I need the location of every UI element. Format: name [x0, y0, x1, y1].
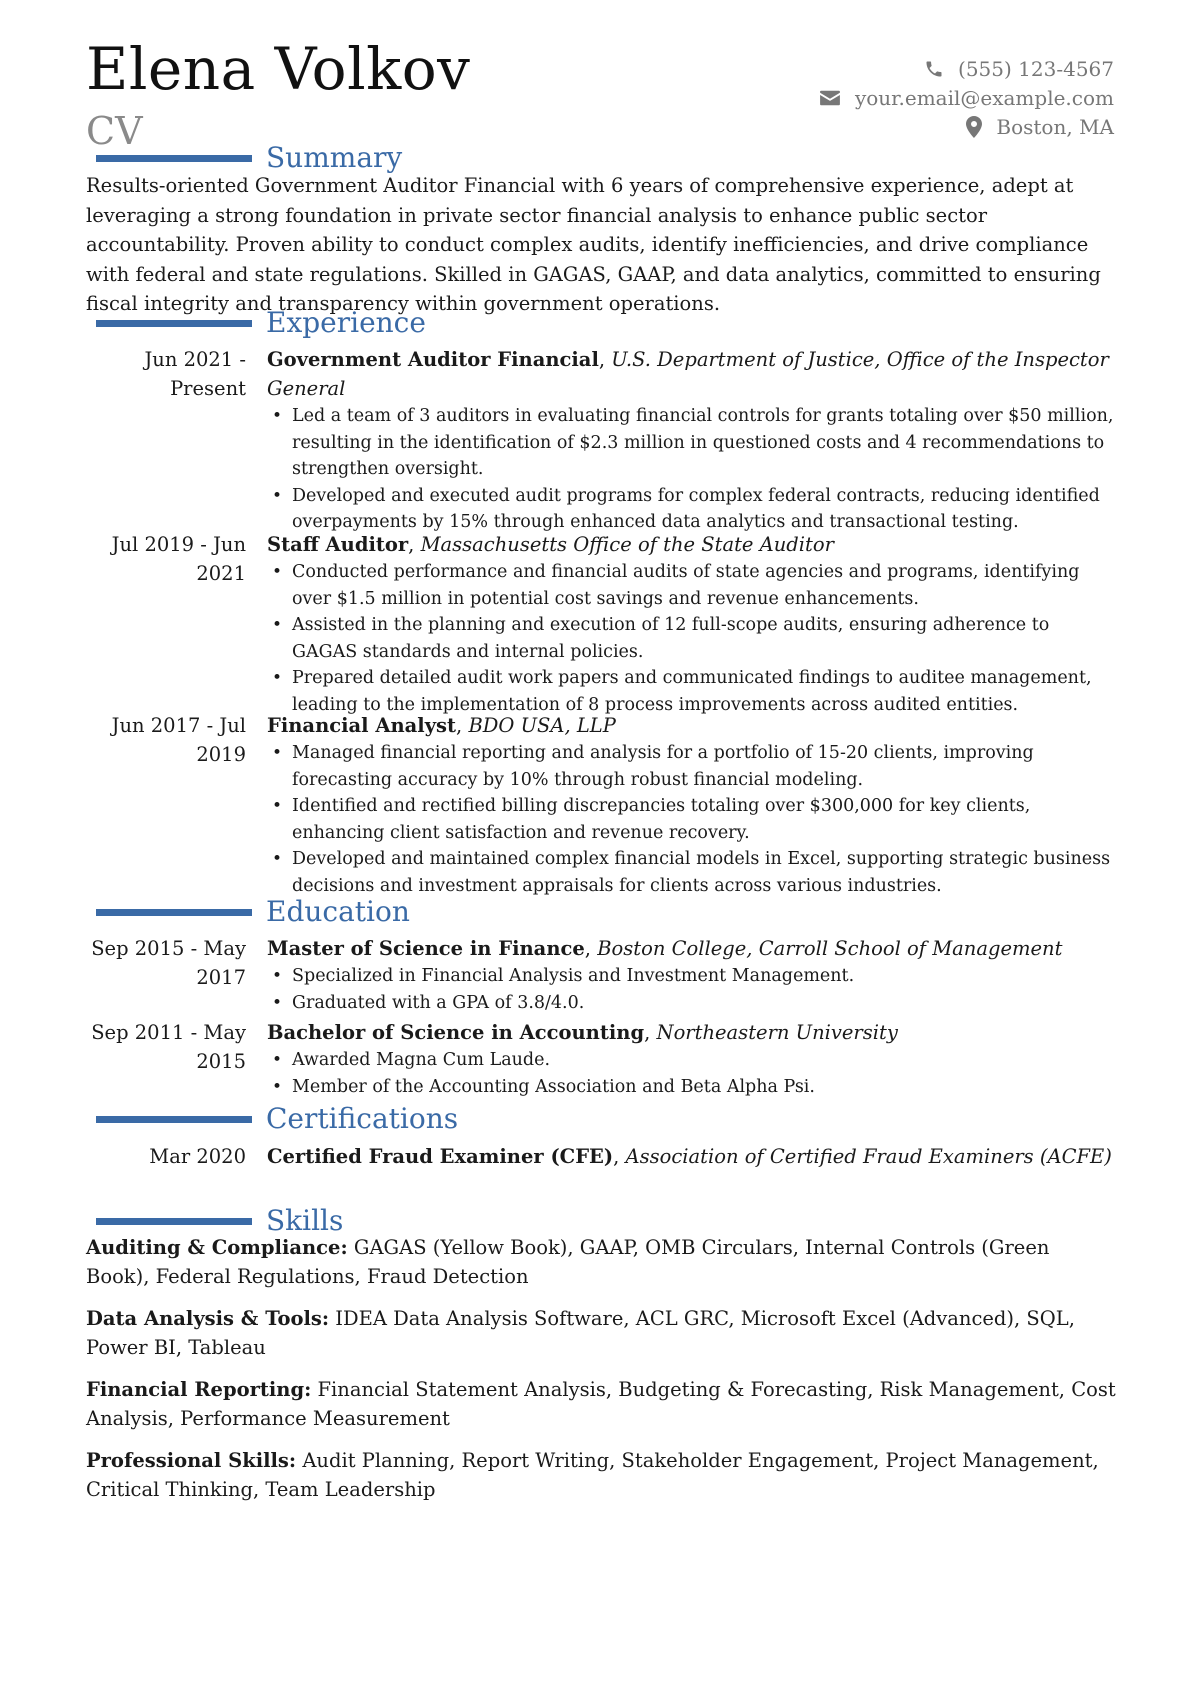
section-accent-bar — [96, 909, 252, 916]
skill-label: Financial Reporting: — [86, 1378, 312, 1401]
skill-label: Professional Skills: — [86, 1449, 297, 1472]
entry-org: U.S. Department of Justice, Office of the Inspector General — [267, 348, 1109, 400]
location-text: Boston, MA — [996, 114, 1114, 139]
entry-role: Master of Science in Finance — [267, 937, 585, 960]
resume-subtitle: CV — [86, 109, 143, 153]
resume-name: Elena Volkov — [86, 35, 471, 103]
map-pin-icon — [966, 116, 982, 138]
entry-date: Jul 2019 - Jun 2021 — [111, 533, 246, 585]
entry-role: Financial Analyst — [267, 714, 457, 737]
entry-role: Staff Auditor — [267, 533, 409, 556]
section-title: Experience — [266, 306, 426, 339]
skill-group — [86, 1375, 1116, 1433]
list-item: • Managed financial reporting and analysis for a portfolio of 15-20 clients, improving forecasting accuracy by 10% through robust financial modeling. — [267, 740, 1116, 793]
skill-text: Audit Planning, Report Writing, Stakeholder Engagement, Project Management, Critical Thinking, Team Leadership — [86, 1449, 1099, 1501]
entry-heading: Government Auditor Financial, U.S. Department of Justice, Office of the Inspector General — [267, 348, 1109, 400]
entry-heading: Staff Auditor, Massachusetts Office of the State Auditor — [267, 533, 834, 556]
section-summary-heading — [96, 141, 403, 174]
list-item: • Graduated with a GPA of 3.8/4.0. — [267, 990, 1116, 1017]
entry-bullets — [267, 1047, 1116, 1100]
skill-group — [86, 1233, 1116, 1291]
entry-org: Northeastern University — [656, 1021, 898, 1044]
entry-bullets — [267, 963, 1116, 1016]
entry-date: Sep 2011 - May 2015 — [91, 1021, 246, 1073]
skill-text: IDEA Data Analysis Software, ACL GRC, Microsoft Excel (Advanced), SQL, Power BI, Tableau — [86, 1307, 1075, 1359]
entry-date: Jun 2021 - Present — [144, 348, 246, 400]
entry-org: Massachusetts Office of the State Auditor — [420, 533, 834, 556]
list-item: • Developed and maintained complex financial models in Excel, supporting strategic business decisions and investment appraisals for clients across various industries. — [267, 846, 1116, 899]
entry-heading: Master of Science in Finance, Boston College, Carroll School of Management — [267, 937, 1063, 960]
skill-text: GAGAS (Yellow Book), GAAP, OMB Circulars, Internal Controls (Green Book), Federal Regulations, Fraud Detection — [86, 1236, 1050, 1288]
section-experience-heading — [96, 306, 426, 339]
entry-org: Boston College, Carroll School of Management — [597, 937, 1063, 960]
envelope-icon — [819, 89, 841, 107]
entry-org: BDO USA, LLP — [468, 714, 616, 737]
section-title: Summary — [266, 141, 403, 174]
list-item: • Prepared detailed audit work papers and communicated findings to auditee management, leading to the implementation of 8 process improvements across audited entities. — [267, 665, 1116, 718]
entry-bullets — [267, 740, 1116, 899]
list-item: • Identified and rectified billing discrepancies totaling over $300,000 for key clients, enhancing client satisfaction and revenue recovery. — [267, 793, 1116, 846]
section-accent-bar — [96, 1116, 252, 1123]
contact-block — [819, 54, 1114, 141]
skill-text: Financial Statement Analysis, Budgeting & Forecasting, Risk Management, Cost Analysis, Performance Measurement — [86, 1378, 1116, 1430]
entry-role: Government Auditor Financial — [267, 348, 599, 371]
list-item: • Conducted performance and financial audits of state agencies and programs, identifying over $1.5 million in potential cost savings and revenue enhancements. — [267, 559, 1116, 612]
email-text: your.email@example.com — [854, 85, 1114, 110]
entry-bullets — [267, 559, 1116, 718]
skill-label: Data Analysis & Tools: — [86, 1307, 330, 1330]
entry-heading: Bachelor of Science in Accounting, Northeastern University — [267, 1021, 898, 1044]
list-item: • Specialized in Financial Analysis and Investment Management. — [267, 963, 1116, 990]
contact-email[interactable] — [819, 83, 1114, 112]
entry-date: Jun 2017 - Jul 2019 — [111, 714, 246, 766]
skill-group — [86, 1304, 1116, 1362]
skill-group — [86, 1446, 1116, 1504]
section-accent-bar — [96, 155, 252, 162]
entry-date: Sep 2015 - May 2017 — [91, 937, 246, 989]
phone-text: (555) 123-4567 — [958, 56, 1114, 81]
contact-location — [819, 112, 1114, 141]
section-title: Education — [266, 895, 410, 928]
list-item: • Awarded Magna Cum Laude. — [267, 1047, 1116, 1074]
summary-text: Results-oriented Government Auditor Financial with 6 years of comprehensive experience, adept at leveraging a strong foundation in private sector financial analysis to enhance public sector accountability. Proven ability to conduct complex audits, identify inefficiencies, and drive compliance with federal and state regulations. Skilled in GAGAS, GAAP, and data analytics, committed to ensuring fiscal integrity and transparency within government operations. — [86, 174, 1101, 315]
phone-icon — [924, 59, 944, 79]
entry-heading: Financial Analyst, BDO USA, LLP — [267, 714, 616, 737]
section-title: Skills — [266, 1204, 344, 1237]
contact-phone[interactable] — [819, 54, 1114, 83]
list-item: • Member of the Accounting Association and Beta Alpha Psi. — [267, 1074, 1116, 1101]
list-item: • Developed and executed audit programs for complex federal contracts, reducing identified overpayments by 15% through enhanced data analytics and transactional testing. — [267, 483, 1116, 536]
section-certifications-heading — [96, 1102, 459, 1135]
section-skills-heading — [96, 1204, 344, 1237]
entry-heading: Certified Fraud Examiner (CFE), Association of Certified Fraud Examiners (ACFE) — [267, 1145, 1112, 1168]
section-education-heading — [96, 895, 410, 928]
entry-bullets — [267, 403, 1116, 536]
section-title: Certifications — [266, 1102, 459, 1135]
skill-label: Auditing & Compliance: — [86, 1236, 348, 1259]
list-item: • Assisted in the planning and execution of 12 full-scope audits, ensuring adherence to GAGAS standards and internal policies. — [267, 612, 1116, 665]
section-accent-bar — [96, 1218, 252, 1225]
entry-org: Association of Certified Fraud Examiners (ACFE) — [625, 1145, 1112, 1168]
section-accent-bar — [96, 320, 252, 327]
list-item: • Led a team of 3 auditors in evaluating financial controls for grants totaling over $50 million, resulting in the identification of $2.3 million in questioned costs and 4 recommendations to strengthen oversight. — [267, 403, 1116, 483]
entry-date: Mar 2020 — [149, 1145, 246, 1168]
entry-role: Certified Fraud Examiner (CFE) — [267, 1145, 614, 1168]
entry-role: Bachelor of Science in Accounting — [267, 1021, 645, 1044]
